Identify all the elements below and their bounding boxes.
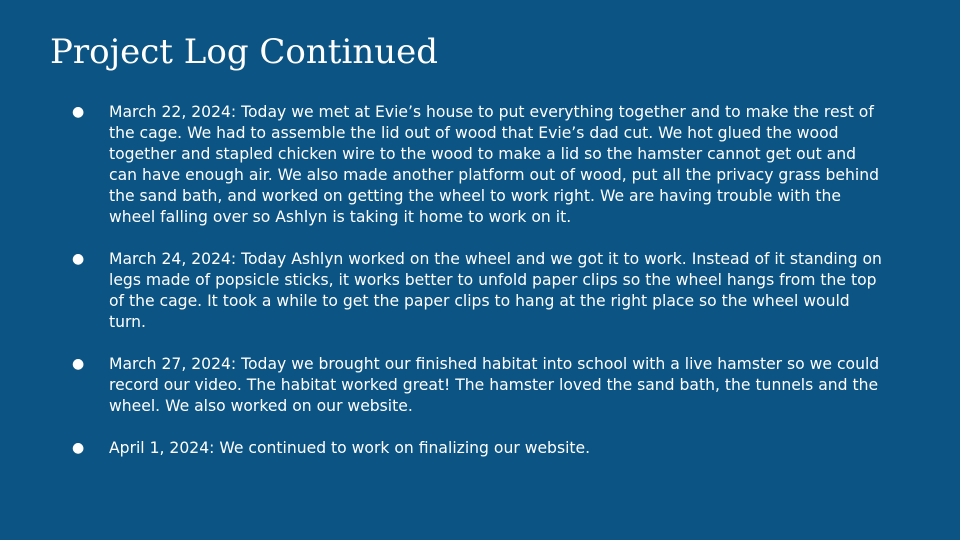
- bullet-icon: ●: [72, 440, 85, 456]
- log-entry-text: March 24, 2024: Today Ashlyn worked on the wheel and we got it to work. Instead of it standing on legs made of popsicle sticks, it works better to unfold paper clips so the wheel hangs from the top of the cage. It took a while to get the paper clips to hang at the right place so the wheel would turn.: [109, 250, 882, 331]
- log-entry-text: March 27, 2024: Today we brought our finished habitat into school with a live hamster so we could record our video. The habitat worked great! The hamster loved the sand bath, the tunnels and the wheel. We also worked on our website.: [109, 355, 880, 415]
- log-entry-text: March 22, 2024: Today we met at Evie’s house to put everything together and to make the rest of the cage. We had to assemble the lid out of wood that Evie’s dad cut. We hot glued the wood together and stapled chicken wire to the wood to make a lid so the hamster cannot get out and can have enough air. We also made another platform out of wood, put all the privacy grass behind the sand bath, and worked on getting the wheel to work right. We are having trouble with the wheel falling over so Ashlyn is taking it home to work on it.: [109, 103, 879, 226]
- log-entry-march-27: [72, 354, 884, 417]
- slide-title: Project Log Continued: [50, 32, 438, 72]
- log-entry-april-1: [72, 438, 884, 459]
- bullet-icon: ●: [72, 251, 85, 267]
- bullet-icon: ●: [72, 356, 85, 372]
- log-entry-march-24: [72, 249, 884, 333]
- project-log-list: [72, 102, 884, 480]
- bullet-icon: ●: [72, 104, 85, 120]
- log-entry-text: April 1, 2024: We continued to work on finalizing our website.: [109, 439, 591, 457]
- log-entry-march-22: [72, 102, 884, 228]
